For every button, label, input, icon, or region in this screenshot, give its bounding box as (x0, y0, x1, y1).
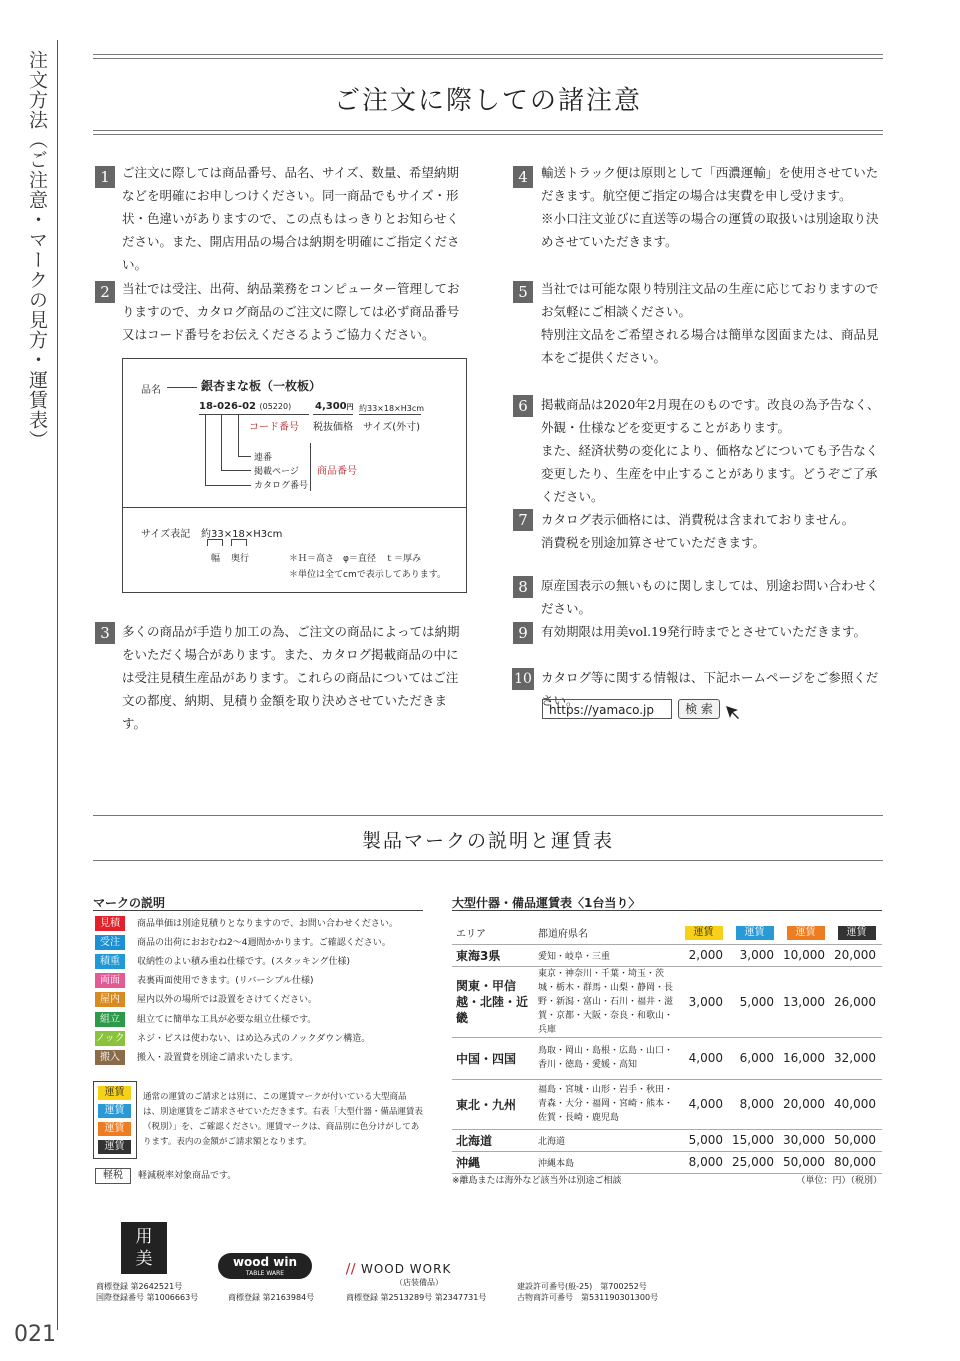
side-divider (57, 40, 58, 1330)
keigen-text: 軽減税率対象商品です。 (138, 1171, 237, 1181)
note-number-3: 3 (95, 622, 115, 644)
bracket-line-1 (205, 415, 206, 485)
mark-text: ネジ・ビスは使わない、はめ込み式のノックダウン構造。 (137, 1034, 371, 1044)
bracket-line-2 (221, 415, 222, 470)
mark-badge: 受注 (95, 935, 125, 950)
mark-badge: 両面 (95, 973, 125, 988)
woodwork-sub: （店装備品） (395, 1278, 443, 1287)
keigen-badge: 軽税 (95, 1168, 131, 1184)
note-4: 輸送トラック便は原則として「西濃運輸」を使用させていただきます。航空便ご指定の場合は実費を申し受けます。 ※小口注文並びに直送等の場合の運賃の取扱いは別途取り決めさせていただきます。 (541, 165, 879, 249)
example-note-1: ＊Ｈ＝高さ φ＝直径 ｔ＝厚み (289, 554, 421, 564)
mark-row (93, 954, 423, 971)
note-number-4: 4 (513, 166, 533, 188)
example-note-2: ＊単位は全てcmで表示してあります。 (289, 570, 446, 580)
trademark-2: 国際登録番号 第1006663号 (96, 1293, 199, 1302)
example-divider (123, 507, 466, 508)
example-code: 18-026-02 (05220) (199, 401, 292, 412)
trademark-1: 商標登録 第2642521号 (96, 1282, 183, 1291)
mark-badge: 見積 (95, 916, 125, 931)
note-2: 当社では受注、出荷、納品業務をコンピューター管理しておりますので、カタログ商品のご注文に際しては必ず商品番号又はコード番号をお伝えくださるようご協力ください。 (122, 281, 460, 342)
note-3: 多くの商品が手造り加工の為、ご注文の商品によっては納期をいただく場合があります。また、カタログ掲載商品の中には受注見積生産品があります。これらの商品についてはご注文の都度、納期、見積り金額を取り決めさせていただきます。 (122, 624, 460, 731)
page-title: ご注文に際しての諸注意 (333, 86, 642, 116)
side-section-label: 注文方法（ご注意・マークの見方・運賃表） (26, 50, 48, 450)
mark-badge: 積重 (95, 954, 125, 969)
mark-row (93, 1031, 423, 1048)
cursor-arrow-icon (724, 704, 742, 722)
example-code-label: コード番号 (249, 422, 299, 433)
table-row: 北海道 北海道 5,000 15,000 30,000 50,000 (452, 1129, 882, 1151)
note-1: ご注文に際しては商品番号、品名、サイズ、数量、希望納期などを明確にお申しつけください。同一商品でもサイズ・形状・色違いがありますので、この点もはっきりとお知らせください。また、開店用品の場合は納期を明確にご指定ください。 (122, 165, 460, 272)
example-price-label: 税抜価格 (313, 422, 353, 433)
license-2: 古物商許可番号 第531190301300号 (517, 1293, 659, 1302)
col-pref-header: 都道府県名 (538, 922, 678, 944)
note-6: 掲載商品は2020年2月現在のものです。改良の為予告なく、外観・仕様などを変更することがあります。 また、経済状勢の変化により、価格などについても予告なく変更したり、生産を中止することがあります。どうぞご了承ください。 (541, 397, 880, 504)
page-number: 021 (14, 1322, 56, 1347)
section2-rule-bottom (93, 860, 883, 861)
table-row: 東北・九州 福島・宮城・山形・岩手・秋田・青森・大分・福岡・宮崎・熊本・佐賀・長崎・鹿児島 4,000 8,000 20,000 40,000 (452, 1079, 882, 1129)
mark-text: 搬入・設置費を別途ご請求いたします。 (137, 1053, 299, 1063)
fare-badge-orange: 運賃 (98, 1122, 131, 1136)
mark-row (93, 973, 423, 990)
trademark-4: 商標登録 第2513289号 第2347731号 (346, 1293, 487, 1302)
trademark-3: 商標登録 第2163984号 (228, 1293, 315, 1302)
mark-row (93, 1050, 423, 1067)
fare-badge-blue: 運賃 (98, 1104, 131, 1118)
product-number-example (122, 358, 467, 593)
col-black-header: 運賃 (831, 922, 882, 944)
note-10: カタログ等に関する情報は、下記ホームページをご参照ください。 (541, 670, 879, 708)
woodwork-logo: ⧸⧸ WOOD WORK (346, 1262, 452, 1276)
example-renban: 連番 (254, 453, 273, 463)
note-9: 有効期限は用美vol.19発行時までとさせていただきます。 (541, 624, 866, 639)
search-button[interactable]: 検 索 (678, 699, 720, 719)
col-blue-header: 運賃 (729, 922, 780, 944)
example-underline-price (313, 414, 353, 415)
example-size-notation-label: サイズ表記 (141, 529, 191, 540)
example-keisai: 掲載ページ (254, 467, 299, 477)
section2-title: 製品マークの説明と運賃表 (361, 830, 614, 852)
bracket-line-4 (310, 443, 311, 491)
license-1: 建設許可番号(般-25) 第700252号 (517, 1282, 647, 1291)
table-row: 東海3県 愛知・岐阜・三重 2,000 3,000 10,000 20,000 (452, 944, 882, 966)
mark-text: 屋内以外の場所では設置をさけてください。 (137, 995, 318, 1005)
mark-badge: ノック (95, 1033, 125, 1044)
mark-row (93, 1012, 423, 1029)
note-number-5: 5 (513, 281, 533, 303)
col-area-header: エリア (452, 922, 538, 944)
col-yellow-header: 運賃 (678, 922, 729, 944)
woodwin-logo: wood win TABLE WARE (218, 1253, 312, 1279)
fare-table (452, 922, 882, 1174)
marks-heading-rule (93, 910, 423, 911)
fare-table-heading: 大型什器・備品運賃表〈1台当り〉 (452, 896, 641, 910)
example-underline-size (359, 414, 421, 415)
note-number-10: 10 (512, 668, 534, 690)
mark-badge: 屋内 (95, 992, 125, 1007)
fare-badge-black: 運賃 (98, 1140, 131, 1154)
example-haba: 幅 (211, 554, 221, 564)
example-size-notation: 約33×18×H3cm (201, 529, 283, 540)
example-catalog-no: カタログ番号 (254, 481, 309, 491)
note-number-7: 7 (513, 509, 533, 531)
fare-unit: （単位：円）（税別） (796, 1176, 882, 1186)
note-5: 当社では可能な限り特別注文品の生産に応じておりますのでお気軽にご相談ください。 特別注文品をご希望される場合は簡単な図面または、商品見本をご提供ください。 (541, 281, 879, 365)
mark-row (93, 916, 423, 933)
mark-text: 組立てに簡単な工具が必要な組立仕様です。 (137, 1015, 317, 1025)
bracket-line-3h (238, 456, 251, 457)
note-number-1: 1 (95, 166, 115, 188)
table-row: 関東・甲信越・北陸・近畿 東京・神奈川・千葉・埼玉・茨城・栃木・群馬・山梨・静岡・長野・新潟・富山・石川・福井・滋賀・京都・大阪・奈良・和歌山・兵庫 3,000 5,000 13,000 26,000 (452, 966, 882, 1037)
note-number-8: 8 (513, 576, 533, 598)
fare-badge-yellow: 運賃 (98, 1086, 131, 1100)
title-rule-bottom (93, 130, 883, 135)
fare-marks-box (93, 1081, 137, 1159)
fare-footnote: ※離島または海外など該当外は別途ご相談 (452, 1176, 622, 1186)
section2-rule-top (93, 815, 883, 816)
fare-table-heading-rule (452, 910, 882, 911)
note-8: 原産国表示の無いものに関しましては、別途お問い合わせください。 (541, 578, 879, 616)
note-number-9: 9 (513, 622, 533, 644)
table-row: 沖縄 沖縄本島 8,000 25,000 50,000 80,000 (452, 1151, 882, 1173)
bracket-line-3 (238, 415, 239, 456)
title-rule-top (93, 54, 883, 59)
mark-text: 表裏両面使用できます。(リバーシブル仕様) (137, 976, 314, 986)
example-connector (167, 387, 197, 388)
example-okuyuki: 奥行 (231, 554, 250, 564)
mark-badge: 搬入 (95, 1050, 125, 1065)
yobi-logo: 用美 (121, 1222, 167, 1274)
mark-badge: 組立 (95, 1012, 125, 1027)
url-input[interactable]: https://yamaco.jp (542, 699, 672, 719)
table-row: 中国・四国 鳥取・岡山・島根・広島・山口・香川・徳島・愛媛・高知 4,000 6,000 16,000 32,000 (452, 1037, 882, 1079)
mark-row (93, 935, 423, 952)
bracket-line-1h (205, 485, 251, 486)
mark-text: 収納性のよい積み重ね仕様です。(スタッキング仕様) (137, 957, 351, 967)
example-size-label: サイズ(外寸) (363, 422, 421, 433)
mark-row (93, 992, 423, 1009)
example-label-name: 品名 (141, 385, 161, 396)
okuyuki-marker (231, 539, 247, 546)
example-product-no-label: 商品番号 (317, 466, 357, 477)
col-orange-header: 運賃 (780, 922, 831, 944)
note-7: カタログ表示価格には、消費税は含まれておりません。 消費税を別途加算させていただきます。 (541, 512, 855, 550)
example-price: 4,300円 (315, 401, 354, 412)
fare-mark-text: 通常の運賃のご請求とは別に、この運賃マークが付いている大型商品は、別途運賃をご請求させていただきます。右表「大型什器・備品運賃表（税別）」を、ご確認ください。運賃マークは、商品別に色分けがしてあります。表内の金額がご請求額となります。 (143, 1092, 423, 1147)
bracket-line-2h (221, 470, 251, 471)
note-number-2: 2 (95, 281, 115, 303)
marks-heading: マークの説明 (93, 896, 166, 910)
example-size: 約33×18×H3cm (359, 404, 425, 413)
note-number-6: 6 (513, 395, 533, 417)
example-product-name: 銀杏まな板（一枚板） (201, 379, 322, 393)
mark-text: 商品単価は別途見積りとなりますので、お問い合わせください。 (137, 919, 398, 929)
mark-text: 商品の出荷におおむね2〜4週間かかります。ご確認ください。 (137, 938, 391, 948)
haba-marker (207, 539, 223, 546)
example-underline-code (199, 414, 309, 415)
